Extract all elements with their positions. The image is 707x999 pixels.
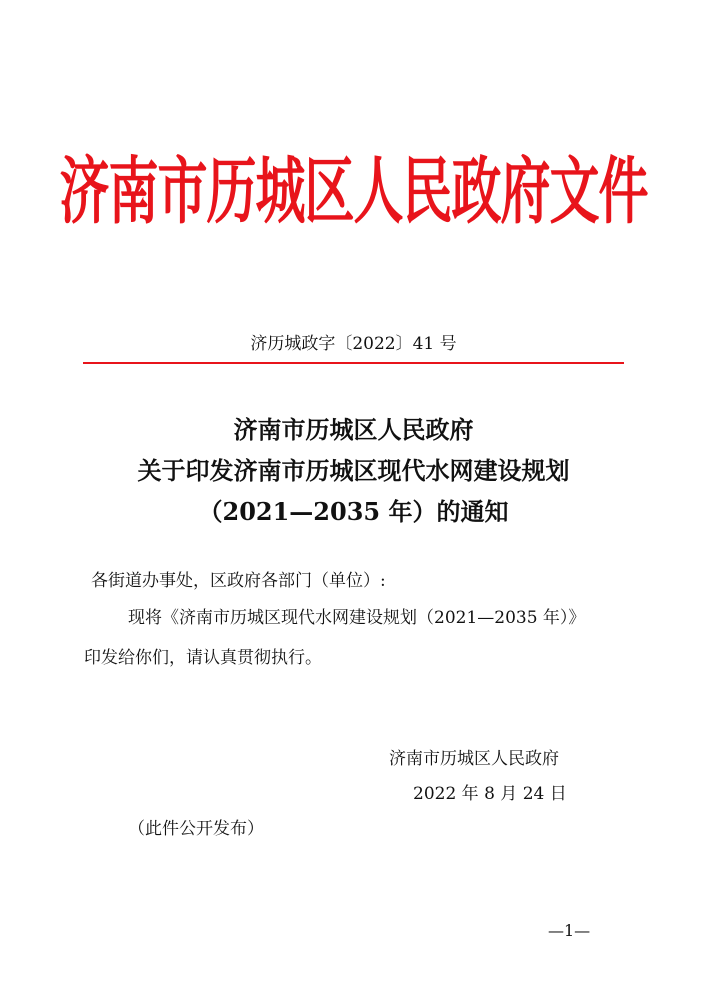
body-paragraph-line-2: 印发给你们，请认真贯彻执行。 <box>84 648 322 668</box>
red-divider-line <box>83 362 624 364</box>
public-release-note: （此件公开发布） <box>128 819 264 839</box>
document-number: 济历城政字〔2022〕41 号 <box>250 334 457 354</box>
body-paragraph-line-1: 现将《济南市历城区现代水网建设规划（2021—2035 年）》 <box>128 608 586 628</box>
title-line-3: （2021—2035 年）的通知 <box>198 497 509 526</box>
title-line-1: 济南市历城区人民政府 <box>233 415 474 444</box>
title-line-2: 关于印发济南市历城区现代水网建设规划 <box>137 456 570 485</box>
page-number: —1— <box>548 921 591 940</box>
issue-date: 2022 年 8 月 24 日 <box>413 784 567 804</box>
issuer-signature: 济南市历城区人民政府 <box>389 749 559 769</box>
salutation: 各街道办事处，区政府各部门（单位）: <box>91 571 386 591</box>
document-masthead: 济南市历城区人民政府文件 <box>59 148 648 235</box>
